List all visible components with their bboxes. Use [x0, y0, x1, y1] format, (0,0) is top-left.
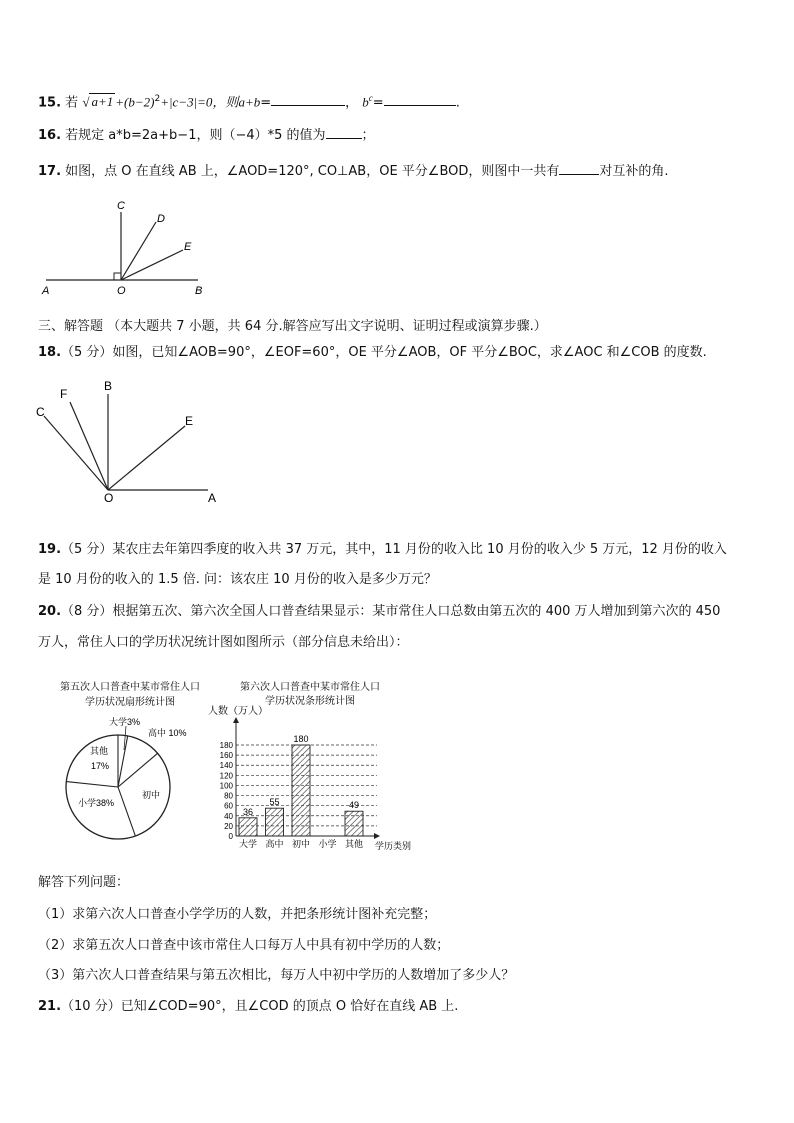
- pie-chart-census-5: [46, 674, 216, 850]
- q18-number: 18.: [38, 345, 62, 360]
- pie-label-gaozhong: 高中 10%: [148, 728, 187, 738]
- q20-line-2: 万人，常住人口的学历状况统计图如图所示（部分信息未给出）：: [38, 635, 409, 650]
- q15-mid1: +(b−2): [115, 94, 155, 110]
- sub-question-2: （2）求第五次人口普查中该市常住人口每万人中具有初中学历的人数；: [38, 938, 450, 953]
- ray-oe: [108, 426, 185, 490]
- y-tick-label: 100: [219, 781, 233, 791]
- label-d: D: [157, 213, 165, 225]
- y-tick-label: 160: [219, 751, 233, 761]
- q15-pre: 若: [65, 95, 79, 111]
- bar: [292, 745, 310, 836]
- bar-chart-census-6: [196, 674, 430, 854]
- q19-line-1: [38, 541, 727, 559]
- bar-title-line-1: 第六次人口普查中某市常住人口: [240, 682, 380, 693]
- q21: [38, 998, 458, 1016]
- label-e: E: [184, 241, 192, 253]
- q15-eq2: =: [372, 95, 384, 111]
- q16-blank[interactable]: [326, 126, 362, 139]
- bar-y-axis-arrow: [233, 717, 239, 723]
- y-tick-label: 120: [219, 771, 233, 781]
- q15-comma: ，: [345, 95, 359, 111]
- q15-mid2: +|c−3|=0，则: [160, 94, 239, 110]
- pie-label-qita-pct: 17%: [91, 761, 110, 771]
- bar-value-label: 36: [242, 806, 254, 817]
- ray-of: [70, 402, 108, 490]
- bar-x-axis-arrow: [374, 833, 380, 839]
- q19-line-2: 是 10 月份的收入的 1.5 倍. 问：该农庄 10 月份的收入是多少万元？: [38, 572, 437, 587]
- bar-value-label: 49: [348, 800, 360, 811]
- ray-oc: [44, 416, 108, 490]
- label-b: B: [104, 379, 113, 393]
- q15-bc-exp: c: [368, 93, 373, 103]
- x-category-label: 小学: [318, 839, 337, 849]
- right-angle-mark: [114, 273, 121, 280]
- label-c: C: [36, 405, 45, 419]
- label-a: A: [208, 491, 217, 505]
- y-tick-label: 0: [228, 832, 233, 841]
- bar-y-axis-label: 人数（万人）: [208, 706, 268, 717]
- section-3-heading: 三、解答题 （本大题共 7 小题，共 64 分.解答应写出文字说明、证明过程或演算步骤.）: [38, 319, 547, 334]
- figure-q18: [32, 376, 228, 506]
- pie-title-line-1: 第五次人口普查中某市常住人口: [60, 682, 200, 693]
- label-a: A: [42, 285, 50, 297]
- bar-title-line-2: 学历状况条形统计图: [265, 696, 355, 707]
- figure-q17: [38, 196, 208, 298]
- answer-intro: 解答下列问题：: [38, 875, 130, 890]
- q16-end: ；: [361, 128, 375, 143]
- q15-aplusb: a+b: [238, 94, 261, 110]
- y-tick-label: 20: [224, 821, 233, 831]
- pie-title-line-2: 学历状况扇形统计图: [85, 697, 175, 708]
- q17-number: 17.: [38, 164, 62, 179]
- q15-sqrt: √ a+1: [82, 94, 114, 110]
- q21-text: （10 分）已知∠COD=90°，且∠COD 的顶点 O 恰好在直线 AB 上.: [61, 999, 459, 1014]
- sub-question-1: （1）求第六次人口普查小学学历的人数，并把条形统计图补充完整；: [38, 907, 437, 922]
- q18-text: （5 分）如图，已知∠AOB=90°，∠EOF=60°，OE 平分∠AOB，OF 平分∠BOC，求∠AOC 和∠COB 的度数.: [61, 345, 707, 360]
- q17-blank[interactable]: [559, 162, 599, 175]
- x-category-label: 初中: [291, 839, 311, 849]
- q20-number: 20.: [38, 604, 62, 619]
- q15-blank-1[interactable]: [271, 93, 345, 106]
- q15-number: 15.: [38, 95, 62, 111]
- label-b: B: [195, 285, 203, 297]
- pie-label-xiaoxue: 小学38%: [78, 798, 115, 808]
- bar-value-label: 180: [293, 734, 309, 744]
- q20-line-1: [38, 603, 720, 621]
- label-o: O: [117, 285, 126, 297]
- label-f: F: [60, 387, 68, 401]
- pie-label-daxue: 大学3%: [109, 717, 141, 727]
- q15-blank-2[interactable]: [384, 93, 456, 106]
- q15-eq1: =: [260, 95, 272, 111]
- bar: [266, 808, 284, 836]
- q16-number: 16.: [38, 128, 62, 143]
- q16-text: 若规定 a*b=2a+b−1，则（−4）*5 的值为: [65, 128, 326, 143]
- x-category-label: 高中: [265, 839, 284, 849]
- q19-text-1: （5 分）某农庄去年第四季度的收入共 37 万元，其中，11 月份的收入比 10 月份的收入少 5 万元，12 月份的收入: [61, 542, 727, 557]
- bar: [345, 811, 363, 836]
- pie-label-chuzhong: 初中: [142, 790, 161, 800]
- y-tick-label: 140: [219, 761, 233, 771]
- q19-number: 19.: [38, 542, 62, 557]
- y-tick-label: 80: [224, 791, 233, 801]
- q15: [38, 89, 460, 112]
- x-category-label: 其他: [344, 839, 364, 849]
- pie-label-qita: 其他: [90, 746, 109, 756]
- q16: [38, 126, 375, 145]
- q15-exp: 2: [154, 94, 161, 104]
- q18: [38, 344, 707, 362]
- q15-end: .: [455, 95, 460, 111]
- y-tick-label: 60: [224, 801, 233, 811]
- q17-end: 对互补的角.: [599, 164, 669, 179]
- q17-text: 如图，点 O 在直线 AB 上，∠AOD=120°, CO⊥AB，OE 平分∠BOD，则图中一共有: [65, 164, 560, 179]
- x-category-label: 大学: [238, 839, 258, 849]
- label-c: C: [117, 200, 125, 212]
- q15-bc: b: [362, 94, 369, 110]
- bar-value-label: 55: [269, 797, 280, 808]
- label-e: E: [185, 414, 194, 428]
- q17: [38, 162, 669, 181]
- sub-question-3: （3）第六次人口普查结果与第五次相比，每万人中初中学历的人数增加了多少人？: [38, 968, 515, 983]
- bar: [239, 818, 257, 836]
- label-o: O: [104, 491, 114, 505]
- y-tick-label: 40: [224, 811, 233, 821]
- y-tick-label: 180: [219, 741, 233, 750]
- q21-number: 21.: [38, 999, 62, 1014]
- bar-x-axis-label: 学历类别: [375, 841, 412, 851]
- q20-text-1: （8 分）根据第五次、第六次全国人口普查结果显示：某市常住人口总数由第五次的 400 万人增加到第六次的 450: [61, 604, 721, 619]
